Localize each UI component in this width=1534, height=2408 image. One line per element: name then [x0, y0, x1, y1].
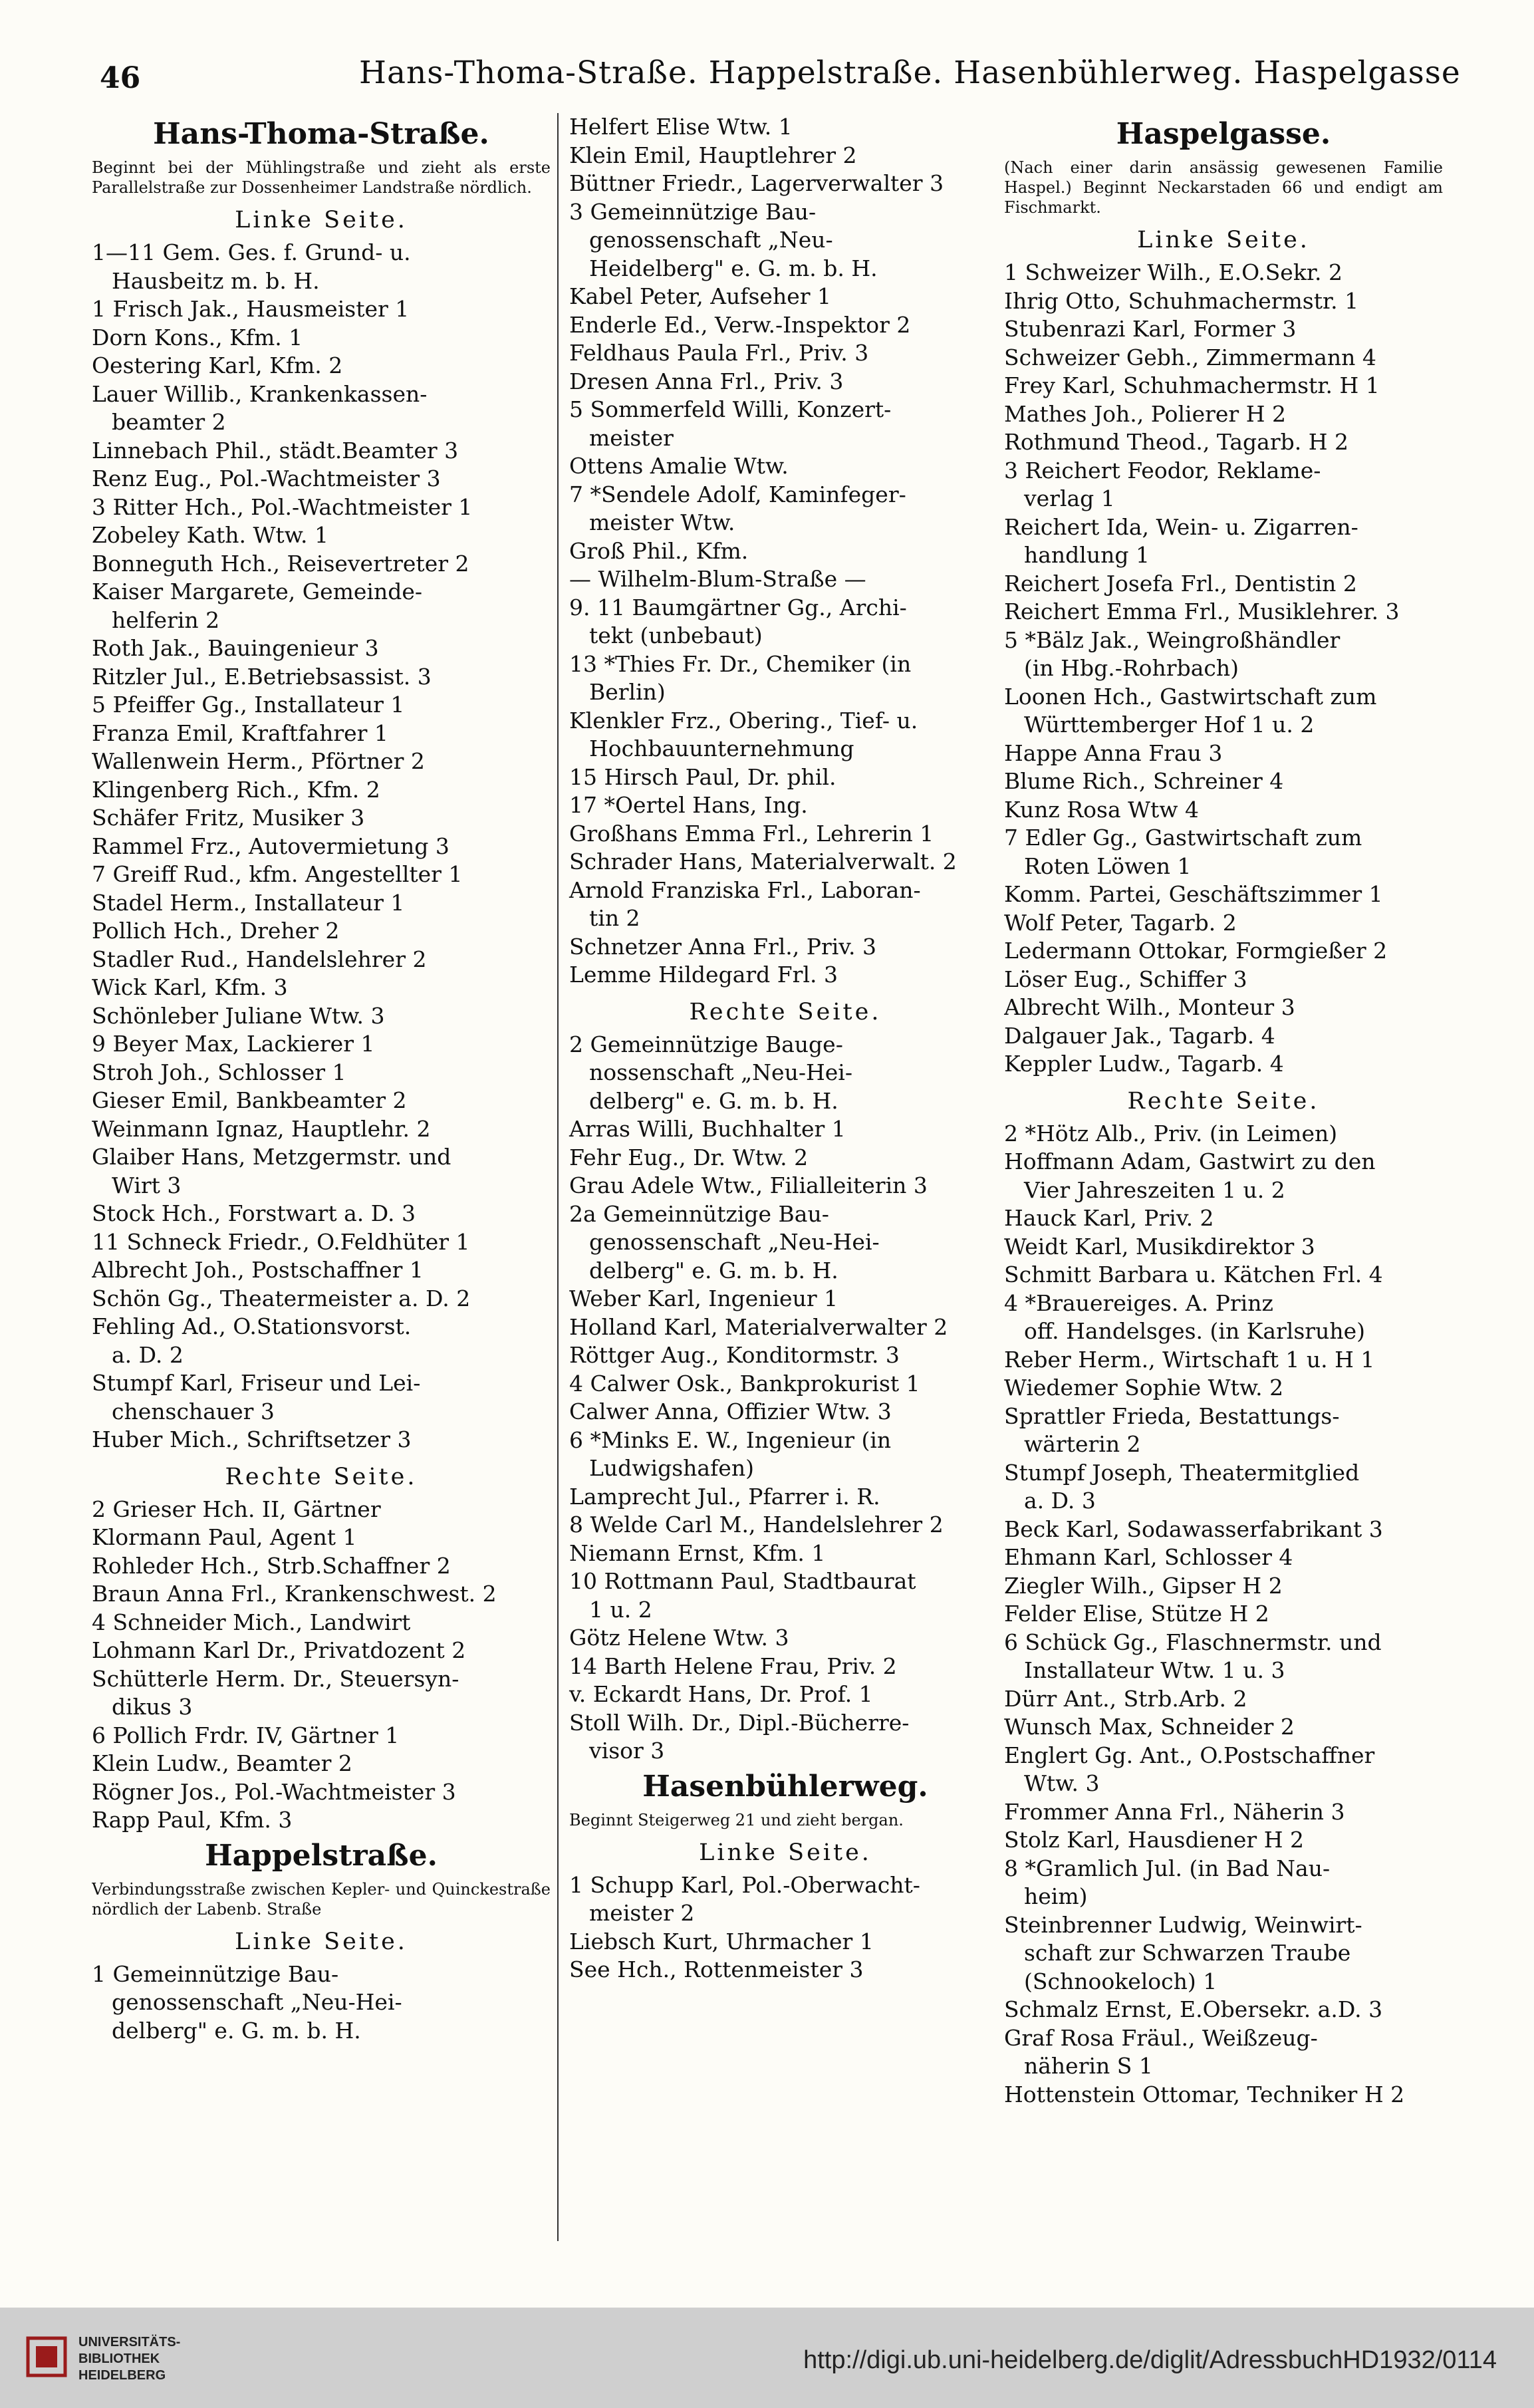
- directory-entry: Hottenstein Ottomar, Techniker H 2: [1004, 2081, 1405, 2107]
- side-heading: Rechte Seite.: [1127, 1087, 1320, 1115]
- directory-entry: Ihrig Otto, Schuhmachermstr. 1: [1004, 287, 1359, 314]
- directory-entry: 2 Grieser Hch. II, Gärtner: [92, 1496, 381, 1522]
- directory-entry: Wunsch Max, Schneider 2: [1004, 1714, 1295, 1740]
- side-heading: Linke Seite.: [235, 1928, 408, 1955]
- directory-entry: Glaiber Hans, Metzgermstr. und: [92, 1144, 451, 1170]
- directory-entry: Albrecht Wilh., Monteur 3: [1004, 994, 1295, 1020]
- directory-entry: v. Eckardt Hans, Dr. Prof. 1: [569, 1681, 873, 1707]
- directory-entry: Büttner Friedr., Lagerverwalter 3: [569, 170, 944, 196]
- directory-entry: 5 Sommerfeld Willi, Konzert-: [569, 396, 892, 422]
- side-heading: Linke Seite.: [235, 207, 408, 233]
- directory-entry: 5 *Bälz Jak., Weingroßhändler: [1004, 626, 1341, 653]
- library-logo-icon: [25, 2336, 68, 2378]
- directory-entry-continuation: Württemberger Hof 1 u. 2: [1024, 712, 1315, 737]
- directory-entry: Steinbrenner Ludwig, Weinwirt-: [1004, 1911, 1362, 1938]
- directory-entry: 4 Schneider Mich., Landwirt: [92, 1609, 411, 1635]
- directory-entry: Calwer Anna, Offizier Wtw. 3: [569, 1399, 892, 1424]
- directory-entry: Niemann Ernst, Kfm. 1: [569, 1539, 826, 1566]
- source-url-link[interactable]: http://digi.ub.uni-heidelberg.de/diglit/AdressbuchHD1932/0114: [803, 2346, 1497, 2374]
- directory-entry: 7 *Sendele Adolf, Kaminfeger-: [569, 481, 906, 507]
- directory-entry: Frommer Anna Frl., Näherin 3: [1004, 1798, 1345, 1825]
- directory-entry: Wick Karl, Kfm. 3: [92, 974, 288, 1000]
- street-description: Verbindungsstraße zwischen Kepler- und Quinckestraße nördlich der Labenb. Straße: [92, 1879, 551, 1919]
- directory-entry: Klein Emil, Hauptlehrer 2: [569, 142, 857, 168]
- directory-entry-continuation: Hochbauunternehmung: [589, 736, 854, 761]
- directory-entry: Lamprecht Jul., Pfarrer i. R.: [569, 1483, 880, 1510]
- directory-entry: Schmalz Ernst, E.Obersekr. a.D. 3: [1004, 1996, 1383, 2022]
- directory-entry: Oestering Karl, Kfm. 2: [92, 352, 343, 378]
- directory-entry: Linnebach Phil., städt.Beamter 3: [92, 437, 459, 464]
- directory-entry: Schönleber Juliane Wtw. 3: [92, 1002, 385, 1029]
- directory-entry-continuation: Wtw. 3: [1024, 1770, 1100, 1796]
- directory-entry: Sprattler Frieda, Bestattungs-: [1004, 1403, 1340, 1429]
- directory-entry: Schrader Hans, Materialverwalt. 2: [569, 849, 957, 874]
- running-head: Hans-Thoma-Straße. Happelstraße. Hasenbühlerweg. Haspelgasse: [359, 55, 1461, 91]
- side-heading: Rechte Seite.: [689, 998, 882, 1025]
- side-heading: Linke Seite.: [699, 1839, 872, 1866]
- directory-entry: Klenkler Frz., Obering., Tief- u.: [569, 707, 918, 734]
- directory-entry: Arras Willi, Buchhalter 1: [569, 1116, 846, 1142]
- library-name-line: HEIDELBERG: [78, 2368, 166, 2383]
- directory-entry-continuation: beamter 2: [112, 409, 226, 435]
- directory-entry: Rögner Jos., Pol.-Wachtmeister 3: [92, 1778, 456, 1805]
- directory-entry: 2 *Hötz Alb., Priv. (in Leimen): [1004, 1120, 1338, 1146]
- street-heading: Hasenbühlerweg.: [642, 1769, 928, 1804]
- directory-entry: Stolz Karl, Hausdiener H 2: [1004, 1827, 1304, 1853]
- directory-entry-continuation: (Schnookeloch) 1: [1024, 1968, 1217, 1994]
- directory-entry-continuation: Vier Jahreszeiten 1 u. 2: [1024, 1176, 1285, 1203]
- directory-entry: 6 *Minks E. W., Ingenieur (in: [569, 1426, 892, 1453]
- library-name: [78, 2334, 180, 2384]
- directory-entry: 8 Welde Carl M., Handelslehrer 2: [569, 1512, 944, 1538]
- directory-entry-continuation: schaft zur Schwarzen Traube: [1024, 1940, 1351, 1966]
- directory-entry: Holland Karl, Materialverwalter 2: [569, 1313, 948, 1340]
- directory-entry: Klormann Paul, Agent 1: [92, 1524, 357, 1550]
- directory-entry: Klein Ludw., Beamter 2: [92, 1750, 352, 1776]
- directory-entry: Groß Phil., Kfm.: [569, 537, 749, 564]
- directory-entry: Englert Gg. Ant., O.Postschaffner: [1004, 1742, 1375, 1768]
- directory-entry: Weidt Karl, Musikdirektor 3: [1004, 1233, 1315, 1260]
- directory-entry: Beck Karl, Sodawasserfabrikant 3: [1004, 1516, 1383, 1542]
- street-description: (Nach einer darin ansässig gewesenen Familie Haspel.) Beginnt Neckarstaden 66 und endigt am Fischmarkt.: [1004, 158, 1443, 217]
- directory-entry: Roth Jak., Bauingenieur 3: [92, 635, 379, 661]
- directory-entry: 7 Edler Gg., Gastwirtschaft zum: [1004, 825, 1362, 851]
- directory-entry: 17 *Oertel Hans, Ing.: [569, 792, 808, 818]
- directory-entry-continuation: meister: [589, 424, 674, 451]
- side-heading: Linke Seite.: [1137, 227, 1310, 253]
- directory-entry: Feldhaus Paula Frl., Priv. 3: [569, 340, 869, 366]
- directory-entry: Stadler Rud., Handelslehrer 2: [92, 946, 427, 972]
- directory-entry: Frey Karl, Schuhmachermstr. H 1: [1004, 372, 1380, 398]
- directory-entry-continuation: chenschauer 3: [112, 1398, 275, 1424]
- directory-entry: Loonen Hch., Gastwirtschaft zum: [1004, 683, 1377, 710]
- directory-entry: Keppler Ludw., Tagarb. 4: [1004, 1051, 1284, 1077]
- directory-entry: 1 Schweizer Wilh., E.O.Sekr. 2: [1004, 259, 1342, 285]
- directory-entry: Liebsch Kurt, Uhrmacher 1: [569, 1928, 874, 1954]
- directory-entry: Reber Herm., Wirtschaft 1 u. H 1: [1004, 1346, 1375, 1373]
- directory-entry: Lemme Hildegard Frl. 3: [569, 962, 838, 988]
- directory-entry-continuation: visor 3: [589, 1738, 665, 1764]
- directory-entry-continuation: handlung 1: [1024, 542, 1150, 568]
- directory-entry: Albrecht Joh., Postschaffner 1: [92, 1257, 424, 1283]
- directory-entry-continuation: nossenschaft „Neu-Hei-: [589, 1059, 852, 1085]
- directory-entry: Mathes Joh., Polierer H 2: [1004, 400, 1286, 427]
- directory-entry: Stoll Wilh. Dr., Dipl.-Bücherre-: [569, 1709, 910, 1736]
- directory-entry: 1 Frisch Jak., Hausmeister 1: [92, 296, 410, 322]
- directory-entry: Schmitt Barbara u. Kätchen Frl. 4: [1004, 1262, 1383, 1287]
- directory-entry: Pollich Hch., Dreher 2: [92, 918, 340, 944]
- street-description: Beginnt bei der Mühlingstraße und zieht als erste Parallelstraße zur Dossenheimer Landstraße nördlich.: [92, 158, 551, 197]
- directory-entry-continuation: delberg" e. G. m. b. H.: [589, 1087, 838, 1114]
- directory-entry: Stubenrazi Karl, Former 3: [1004, 316, 1297, 342]
- directory-entry: 7 Greiff Rud., kfm. Angestellter 1: [92, 861, 463, 887]
- directory-entry: Rohleder Hch., Strb.Schaffner 2: [92, 1552, 451, 1579]
- directory-entry-continuation: a. D. 3: [1024, 1488, 1096, 1514]
- directory-entry-continuation: heim): [1024, 1883, 1088, 1909]
- directory-entry: Rapp Paul, Kfm. 3: [92, 1807, 293, 1833]
- directory-entry: Ledermann Ottokar, Formgießer 2: [1004, 938, 1388, 964]
- directory-entry-continuation: Heidelberg" e. G. m. b. H.: [589, 255, 878, 281]
- directory-entry-continuation: Wirt 3: [112, 1172, 182, 1198]
- directory-entry: Reichert Josefa Frl., Dentistin 2: [1004, 570, 1357, 597]
- directory-entry: Stumpf Karl, Friseur und Lei-: [92, 1370, 421, 1396]
- directory-entry: Dresen Anna Frl., Priv. 3: [569, 368, 844, 394]
- street-heading: Happelstraße.: [205, 1838, 438, 1873]
- directory-entry: Franza Emil, Kraftfahrer 1: [92, 720, 388, 746]
- directory-entry: Braun Anna Frl., Krankenschwest. 2: [92, 1581, 497, 1607]
- directory-entry: Felder Elise, Stütze H 2: [1004, 1601, 1269, 1627]
- directory-entry: Dürr Ant., Strb.Arb. 2: [1004, 1685, 1247, 1712]
- directory-entry: Stroh Joh., Schlosser 1: [92, 1059, 346, 1085]
- directory-entry-continuation: genossenschaft „Neu-Hei-: [112, 1989, 402, 2015]
- directory-entry: 9 Beyer Max, Lackierer 1: [92, 1031, 375, 1057]
- directory-entry: Stadel Herm., Installateur 1: [92, 889, 405, 916]
- directory-entry-continuation: Hausbeitz m. b. H.: [112, 267, 320, 294]
- directory-entry: 4 Calwer Osk., Bankprokurist 1: [569, 1370, 920, 1397]
- directory-entry-continuation: 1 u. 2: [589, 1596, 652, 1623]
- directory-entry: 5 Pfeiffer Gg., Installateur 1: [92, 692, 405, 718]
- directory-entry: Reichert Ida, Wein- u. Zigarren-: [1004, 513, 1358, 540]
- directory-entry-continuation: tekt (unbebaut): [589, 622, 763, 648]
- directory-entry: Arnold Franziska Frl., Laboran-: [569, 876, 921, 903]
- library-name-line: UNIVERSITÄTS-: [78, 2335, 181, 2349]
- directory-entry: Kabel Peter, Aufseher 1: [569, 283, 832, 309]
- directory-entry: Ehmann Karl, Schlosser 4: [1004, 1544, 1293, 1570]
- directory-entry: 1 Schupp Karl, Pol.-Oberwacht-: [569, 1871, 920, 1898]
- directory-entry-continuation: näherin S 1: [1024, 2053, 1153, 2079]
- library-name-line: BIBLIOTHEK: [78, 2351, 160, 2366]
- directory-entry: Fehling Ad., O.Stationsvorst.: [92, 1313, 412, 1339]
- directory-entry: Renz Eug., Pol.-Wachtmeister 3: [92, 466, 441, 491]
- directory-entry: Zobeley Kath. Wtw. 1: [92, 522, 328, 548]
- directory-entry: Lohmann Karl Dr., Privatdozent 2: [92, 1637, 466, 1663]
- directory-entry: Huber Mich., Schriftsetzer 3: [92, 1426, 412, 1452]
- directory-entry: Helfert Elise Wtw. 1: [569, 114, 793, 140]
- street-heading: Haspelgasse.: [1116, 117, 1331, 151]
- directory-entry: Komm. Partei, Geschäftszimmer 1: [1004, 881, 1383, 907]
- directory-entry-continuation: helferin 2: [112, 606, 220, 633]
- directory-entry: 9. 11 Baumgärtner Gg., Archi-: [569, 594, 907, 620]
- directory-entry: 15 Hirsch Paul, Dr. phil.: [569, 763, 836, 790]
- directory-entry: Lauer Willib., Krankenkassen-: [92, 380, 428, 407]
- directory-entry: — Wilhelm-Blum-Straße —: [569, 566, 866, 592]
- directory-entry: Großhans Emma Frl., Lehrerin 1: [569, 820, 934, 847]
- directory-entry: 4 *Brauereiges. A. Prinz: [1004, 1289, 1273, 1316]
- footer-bar: [0, 2308, 1534, 2408]
- street-heading: Hans-Thoma-Straße.: [153, 117, 489, 151]
- directory-entry-continuation: tin 2: [589, 905, 640, 931]
- directory-entry: 10 Rottmann Paul, Stadtbaurat: [569, 1568, 916, 1594]
- directory-entry-continuation: Ludwigshafen): [589, 1455, 754, 1481]
- directory-entry: Weber Karl, Ingenieur 1: [569, 1285, 838, 1311]
- directory-entry: Schnetzer Anna Frl., Priv. 3: [569, 933, 876, 960]
- directory-entry-continuation: genossenschaft „Neu-Hei-: [589, 1229, 880, 1255]
- directory-entry-continuation: Roten Löwen 1: [1024, 853, 1192, 879]
- directory-entry: Gieser Emil, Bankbeamter 2: [92, 1087, 407, 1113]
- directory-entry: Kunz Rosa Wtw 4: [1004, 796, 1200, 823]
- column-middle: [557, 113, 1001, 2241]
- directory-entry: See Hch., Rottenmeister 3: [569, 1956, 864, 1982]
- directory-entry: Kaiser Margarete, Gemeinde-: [92, 579, 423, 604]
- directory-entry: 13 *Thies Fr. Dr., Chemiker (in: [569, 650, 912, 677]
- directory-entry: Enderle Ed., Verw.-Inspektor 2: [569, 311, 911, 338]
- directory-entry: Löser Eug., Schiffer 3: [1004, 966, 1247, 992]
- directory-entry: Blume Rich., Schreiner 4: [1004, 768, 1284, 794]
- column-right: [1004, 113, 1443, 2241]
- directory-entry: Ottens Amalie Wtw.: [569, 453, 789, 479]
- directory-entry-continuation: genossenschaft „Neu-: [589, 227, 833, 253]
- directory-entry-continuation: delberg" e. G. m. b. H.: [112, 2017, 361, 2044]
- directory-entry: Schön Gg., Theatermeister a. D. 2: [92, 1285, 471, 1311]
- directory-entry-continuation: Installateur Wtw. 1 u. 3: [1024, 1657, 1285, 1683]
- directory-entry-continuation: verlag 1: [1024, 485, 1115, 511]
- directory-entry: 3 Reichert Feodor, Reklame-: [1004, 457, 1321, 483]
- directory-entry: Hoffmann Adam, Gastwirt zu den: [1004, 1148, 1376, 1174]
- directory-entry: Ritzler Jul., E.Betriebsassist. 3: [92, 663, 432, 690]
- directory-entry: Schweizer Gebh., Zimmermann 4: [1004, 344, 1376, 370]
- directory-entry: Rothmund Theod., Tagarb. H 2: [1004, 429, 1348, 455]
- directory-entry: Graf Rosa Fräul., Weißzeug-: [1004, 2024, 1318, 2051]
- directory-entry: 14 Barth Helene Frau, Priv. 2: [569, 1653, 897, 1679]
- directory-entry: Happe Anna Frau 3: [1004, 739, 1223, 766]
- directory-entry: Stock Hch., Forstwart a. D. 3: [92, 1200, 416, 1226]
- directory-entry: Rammel Frz., Autovermietung 3: [92, 833, 449, 859]
- directory-entry-continuation: dikus 3: [112, 1694, 193, 1720]
- directory-entry: 2a Gemeinnützige Bau-: [569, 1200, 829, 1227]
- directory-entry: 8 *Gramlich Jul. (in Bad Nau-: [1004, 1855, 1331, 1881]
- directory-entry: Götz Helene Wtw. 3: [569, 1625, 789, 1651]
- column-left: [92, 113, 551, 2241]
- directory-entry: 2 Gemeinnützige Bauge-: [569, 1031, 843, 1057]
- directory-entry: Schütterle Herm. Dr., Steuersyn-: [92, 1665, 459, 1692]
- directory-entry: 6 Schück Gg., Flaschnermstr. und: [1004, 1629, 1382, 1655]
- directory-entry: Wolf Peter, Tagarb. 2: [1004, 909, 1237, 936]
- directory-entry: Klingenberg Rich., Kfm. 2: [92, 776, 380, 803]
- directory-entry: Hauck Karl, Priv. 2: [1004, 1205, 1214, 1231]
- directory-entry: Schäfer Fritz, Musiker 3: [92, 805, 365, 831]
- directory-entry: 6 Pollich Frdr. IV, Gärtner 1: [92, 1722, 400, 1748]
- directory-entry: Wallenwein Herm., Pförtner 2: [92, 748, 425, 774]
- directory-entry: 3 Gemeinnützige Bau-: [569, 198, 817, 225]
- directory-entry-continuation: wärterin 2: [1024, 1431, 1141, 1457]
- directory-entry: Stumpf Joseph, Theatermitglied: [1004, 1459, 1360, 1486]
- directory-entry: 3 Ritter Hch., Pol.-Wachtmeister 1: [92, 493, 473, 520]
- directory-entry: Wiedemer Sophie Wtw. 2: [1004, 1375, 1284, 1401]
- side-heading: Rechte Seite.: [225, 1463, 418, 1490]
- directory-entry-continuation: a. D. 2: [112, 1341, 184, 1368]
- directory-entry-continuation: meister Wtw.: [589, 509, 735, 535]
- directory-entry: Grau Adele Wtw., Filialleiterin 3: [569, 1172, 928, 1198]
- directory-entry-continuation: delberg" e. G. m. b. H.: [589, 1257, 838, 1283]
- directory-entry: 1—11 Gem. Ges. f. Grund- u.: [92, 239, 411, 265]
- directory-entry: 11 Schneck Friedr., O.Feldhüter 1: [92, 1228, 470, 1255]
- directory-entry: Reichert Emma Frl., Musiklehrer. 3: [1004, 599, 1400, 624]
- directory-entry: Dalgauer Jak., Tagarb. 4: [1004, 1022, 1275, 1049]
- street-description: Beginnt Steigerweg 21 und zieht bergan.: [569, 1810, 904, 1829]
- directory-entry-continuation: meister 2: [589, 1900, 695, 1926]
- page-number: 46: [100, 61, 141, 95]
- directory-entry-continuation: off. Handelsges. (in Karlsruhe): [1024, 1318, 1365, 1344]
- directory-entry: Weinmann Ignaz, Hauptlehr. 2: [92, 1115, 431, 1142]
- directory-entry: Fehr Eug., Dr. Wtw. 2: [569, 1144, 809, 1170]
- directory-entry: Röttger Aug., Konditormstr. 3: [569, 1342, 900, 1368]
- directory-entry: 1 Gemeinnützige Bau-: [92, 1960, 339, 1987]
- directory-entry-continuation: Berlin): [589, 679, 666, 705]
- directory-entry-continuation: (in Hbg.-Rohrbach): [1024, 655, 1239, 681]
- directory-entry: Bonneguth Hch., Reisevertreter 2: [92, 550, 469, 577]
- directory-entry: Dorn Kons., Kfm. 1: [92, 324, 303, 350]
- directory-entry: Ziegler Wilh., Gipser H 2: [1004, 1572, 1283, 1599]
